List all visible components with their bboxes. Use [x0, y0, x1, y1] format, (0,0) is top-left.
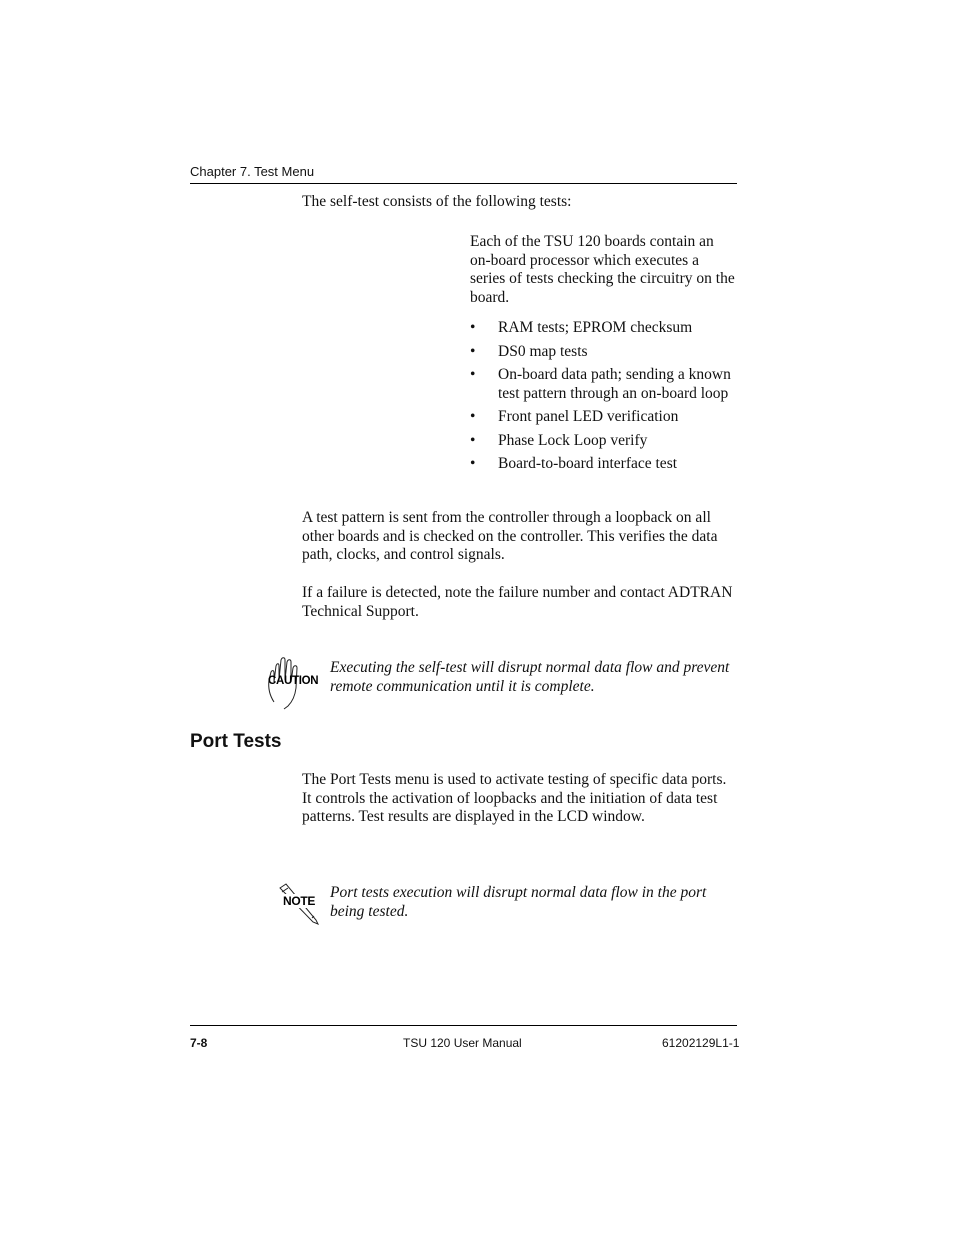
manual-title: TSU 120 User Manual [403, 1036, 522, 1050]
list-item: • On-board data path; sending a known test pattern through an on-board loop [470, 366, 731, 402]
caution-text: Executing the self-test will disrupt normal data flow and prevent remote communication until it is complete. [330, 659, 730, 695]
failure-paragraph: If a failure is detected, note the failure number and contact ADTRAN Technical Support. [302, 584, 733, 620]
note-pencil-icon [276, 880, 320, 926]
list-item: • Phase Lock Loop verify [470, 431, 648, 449]
bullet-icon: • [470, 408, 476, 425]
header-rule [190, 183, 737, 184]
footer-rule [190, 1025, 737, 1026]
self-test-list [470, 319, 738, 479]
caution-label: CAUTION [268, 675, 319, 687]
bullet-icon: • [470, 319, 476, 336]
list-item: • Front panel LED verification [470, 408, 679, 425]
bullet-icon: • [470, 431, 476, 449]
bullet-icon: • [470, 366, 476, 383]
caution-hand-icon [262, 652, 318, 710]
port-tests-paragraph: The Port Tests menu is used to activate testing of specific data ports. It controls the activation of loopbacks and the initiation of data test patterns. Test results are displayed in the LCD window. [302, 771, 727, 825]
list-item: • DS0 map tests [470, 342, 588, 360]
note-text: Port tests execution will disrupt normal data flow in the port being tested. [330, 884, 707, 920]
note-label: NOTE [283, 894, 316, 908]
list-item: • Board-to-board interface test [470, 455, 678, 472]
bullet-icon: • [470, 455, 476, 472]
bullet-icon: • [470, 342, 476, 360]
intro-text: The self-test consists of the following tests: [302, 193, 572, 210]
loopback-paragraph: A test pattern is sent from the controller through a loopback on all other boards and is checked on the controller. This verifies the data path, clocks, and control signals. [302, 509, 718, 563]
page-number: 7-8 [190, 1036, 208, 1050]
part-number: 61202129L1-1 [662, 1036, 740, 1050]
running-head: Chapter 7. Test Menu [190, 164, 315, 179]
section-heading-port-tests: Port Tests [190, 731, 282, 752]
board-description: Each of the TSU 120 boards contain an on-board processor which executes a series of tests checking the circuitry on the board. [470, 233, 735, 306]
list-item: • RAM tests; EPROM checksum [470, 319, 693, 336]
